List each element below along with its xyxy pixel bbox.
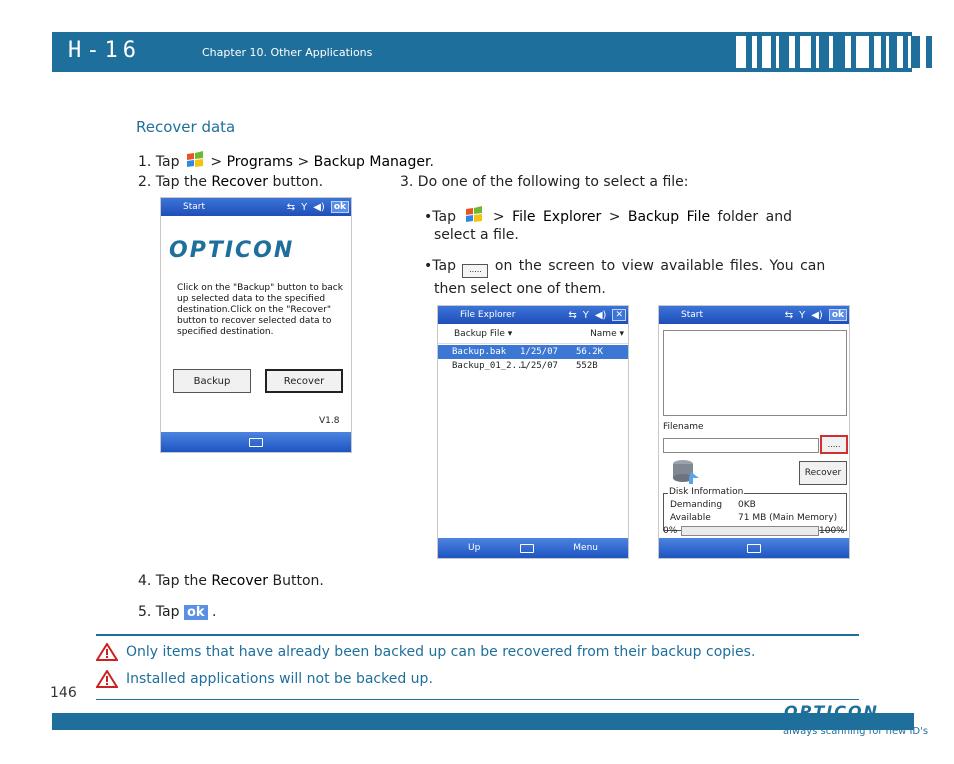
step-3-bullet-1 xyxy=(424,205,792,225)
sort-dropdown[interactable]: Name ▾ xyxy=(590,329,624,339)
note-2 xyxy=(96,670,433,688)
step-2 xyxy=(138,174,323,190)
connectivity-icon[interactable]: ⇆ xyxy=(784,309,794,321)
bullet-1-suffix: folder and xyxy=(717,209,792,225)
folder-dropdown[interactable]: Backup File ▾ xyxy=(454,329,513,339)
message-line: button to recover selected data to xyxy=(177,316,332,326)
notes-divider-top xyxy=(96,634,859,636)
file-name: Backup.bak xyxy=(452,347,507,357)
filename-input[interactable] xyxy=(663,438,819,453)
message-line: up selected data to the specified xyxy=(177,294,326,304)
progress-bar xyxy=(681,526,819,536)
note-text: Installed applications will not be backed up. xyxy=(126,671,433,687)
keyboard-icon[interactable] xyxy=(747,544,761,553)
bullet-1-separator: > xyxy=(608,209,621,225)
backup-button[interactable]: Backup xyxy=(173,369,251,393)
step-4-recover: Recover xyxy=(211,573,269,589)
start-label[interactable]: Start xyxy=(183,202,205,212)
step-3-bullet-1-line-2: select a file. xyxy=(434,227,519,243)
step-4 xyxy=(138,573,324,589)
model-name: H-16 xyxy=(68,38,141,63)
ok-button[interactable]: ok xyxy=(829,309,847,321)
folder-header xyxy=(438,324,628,344)
windows-logo-icon xyxy=(463,205,485,225)
available-label: Available xyxy=(670,513,711,523)
step-5-prefix: 5. Tap xyxy=(138,604,180,620)
screen-message xyxy=(177,283,343,338)
demanding-label: Demanding xyxy=(670,500,723,510)
file-list-box[interactable] xyxy=(663,330,847,416)
file-name: Backup_01_2... xyxy=(452,361,528,371)
ok-icon: ok xyxy=(184,605,208,620)
database-recover-icon xyxy=(671,458,701,486)
file-date: 1/25/07 xyxy=(520,361,558,371)
opticon-logo: OPTICON xyxy=(169,238,295,263)
filename-label: Filename xyxy=(663,422,704,432)
taskbar xyxy=(438,306,628,324)
note-text: Only items that have already been backed up can be recovered from their backup copies. xyxy=(126,644,756,660)
progress-min-label: 0% xyxy=(663,526,678,536)
signal-icon[interactable]: Y xyxy=(301,201,308,213)
up-softkey[interactable]: Up xyxy=(468,543,481,553)
screen-backup-manager xyxy=(160,197,352,453)
file-row[interactable] xyxy=(438,359,628,373)
progress-max-label: 100% xyxy=(819,526,845,536)
chapter-title: Chapter 10. Other Applications xyxy=(202,46,373,59)
step-1-separator: > xyxy=(210,154,223,170)
browse-button-icon: ..... xyxy=(462,264,488,278)
warning-icon xyxy=(96,670,118,688)
step-1-backup-manager: Backup Manager xyxy=(313,154,430,170)
bottom-bar xyxy=(161,432,351,452)
bullet-2-suffix: on the screen to view available files. You can xyxy=(494,258,826,274)
volume-icon[interactable]: ◀) xyxy=(811,309,823,321)
bullet-1-backup-file: Backup File xyxy=(627,209,711,225)
recover-button[interactable]: Recover xyxy=(799,461,847,485)
file-size: 552B xyxy=(576,361,598,371)
signal-icon[interactable]: Y xyxy=(799,309,806,321)
footer-brand-logo: OPTICON xyxy=(784,702,879,721)
recover-button[interactable]: Recover xyxy=(265,369,343,393)
step-1-separator: > xyxy=(297,154,310,170)
page-number: 146 xyxy=(50,685,77,701)
bottom-bar xyxy=(659,538,849,558)
volume-icon[interactable]: ◀) xyxy=(594,309,607,321)
step-3-bullet-2 xyxy=(424,258,825,278)
file-date: 1/25/07 xyxy=(520,347,558,357)
connectivity-icon[interactable]: ⇆ xyxy=(568,309,577,321)
step-4-prefix: 4. Tap the xyxy=(138,573,207,589)
step-1-end: . xyxy=(429,154,434,170)
connectivity-icon[interactable]: ⇆ xyxy=(286,201,296,213)
step-2-suffix: button. xyxy=(272,174,324,190)
browse-button[interactable]: ..... xyxy=(820,435,848,454)
taskbar xyxy=(161,198,351,216)
bullet-1-separator: > xyxy=(492,209,505,225)
menu-softkey[interactable]: Menu xyxy=(573,543,598,553)
message-line: Click on the "Backup" button to back xyxy=(177,283,343,293)
screen-recover xyxy=(658,305,850,559)
step-1-programs: Programs xyxy=(226,154,293,170)
keyboard-icon[interactable] xyxy=(249,438,263,447)
volume-icon[interactable]: ◀) xyxy=(313,201,325,213)
taskbar-icons xyxy=(568,309,626,321)
step-1 xyxy=(138,150,434,170)
bullet-2-prefix: •Tap xyxy=(424,258,456,274)
available-value: 71 MB (Main Memory) xyxy=(738,513,838,523)
screen-file-explorer xyxy=(437,305,629,559)
keyboard-icon[interactable] xyxy=(520,544,534,553)
notes-divider-bottom xyxy=(96,699,859,700)
windows-logo-icon xyxy=(184,150,206,170)
step-1-prefix: 1. Tap xyxy=(138,154,180,170)
warning-icon xyxy=(96,643,118,661)
step-4-suffix: Button. xyxy=(272,573,324,589)
step-5 xyxy=(138,604,216,620)
taskbar xyxy=(659,306,849,324)
file-explorer-title: File Explorer xyxy=(460,310,516,320)
note-1 xyxy=(96,643,755,661)
disk-info-label: Disk Information xyxy=(669,487,744,497)
version-label: V1.8 xyxy=(319,416,340,426)
bullet-1-file-explorer: File Explorer xyxy=(512,209,602,225)
close-icon[interactable]: ✕ xyxy=(612,309,626,321)
step-3: 3. Do one of the following to select a file: xyxy=(400,174,689,190)
signal-icon[interactable]: Y xyxy=(582,309,589,321)
start-label[interactable]: Start xyxy=(681,310,703,320)
taskbar-icons xyxy=(785,309,847,321)
barcode-graphic xyxy=(724,34,936,70)
step-2-prefix: 2. Tap the xyxy=(138,174,207,190)
step-3-bullet-2-line-2: then select one of them. xyxy=(434,281,606,297)
file-row-selected[interactable] xyxy=(438,345,628,359)
step-5-end: . xyxy=(212,604,217,620)
footer-tagline: always scanning for new ID's xyxy=(783,726,929,737)
step-2-recover: Recover xyxy=(211,174,269,190)
bullet-1-prefix: •Tap xyxy=(424,209,456,225)
bottom-bar xyxy=(438,538,628,558)
section-title: Recover data xyxy=(136,118,236,136)
file-size: 56.2K xyxy=(576,347,604,357)
demanding-value: 0KB xyxy=(738,500,756,510)
message-line: specified destination. xyxy=(177,327,274,337)
ok-button[interactable]: ok xyxy=(331,201,349,213)
taskbar-icons xyxy=(287,201,349,213)
message-line: destination.Click on the "Recover" xyxy=(177,305,331,315)
